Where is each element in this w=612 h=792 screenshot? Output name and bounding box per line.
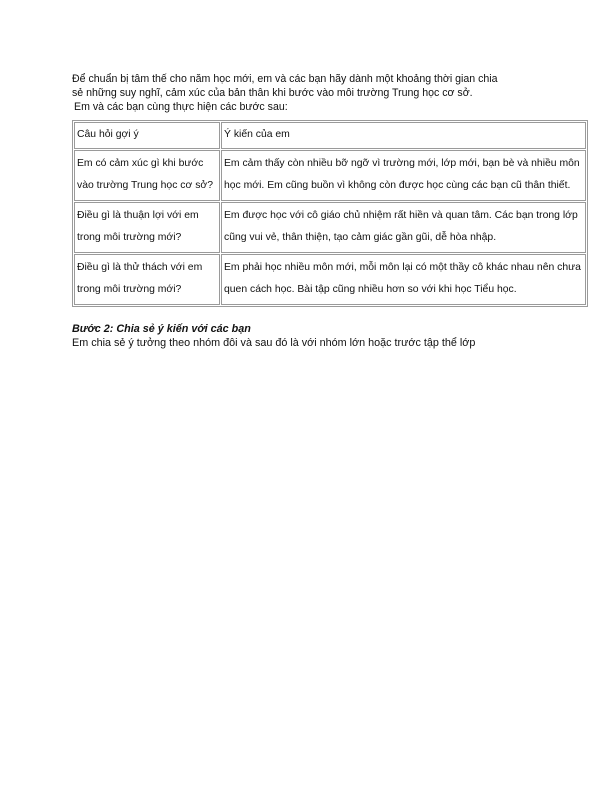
table-row: [74, 254, 586, 305]
question-cell: Điều gì là thuận lợi với em trong môi trường mới?: [74, 202, 220, 253]
answer-cell: Em được học với cô giáo chủ nhiệm rất hiền và quan tâm. Các bạn trong lớp cũng vui vẻ, thân thiện, tạo cảm giác gần gũi, dễ hòa nhập.: [221, 202, 586, 253]
answer-cell: Em phải học nhiều môn mới, mỗi môn lại có một thầy cô khác nhau nên chưa quen cách học. Bài tập cũng nhiều hơn so với khi học Tiểu học.: [221, 254, 586, 305]
table-header-answer: Ý kiến của em: [221, 122, 586, 149]
intro-paragraph: [72, 72, 542, 114]
table-row: [74, 202, 586, 253]
step-2-title: Bước 2: Chia sẻ ý kiến với các bạn: [72, 323, 251, 335]
intro-line-3: Em và các bạn cùng thực hiện các bước sau:: [74, 101, 288, 113]
table-header-row: [74, 122, 586, 149]
question-cell: Điều gì là thử thách với em trong môi trường mới?: [74, 254, 220, 305]
intro-line-2: sẻ những suy nghĩ, cảm xúc của bản thân khi bước vào môi trường Trung học cơ sở.: [72, 87, 473, 99]
step-2-description: Em chia sẻ ý tưởng theo nhóm đôi và sau đó là với nhóm lớn hoặc trước tập thể lớp: [72, 337, 476, 349]
question-cell: Em có cảm xúc gì khi bước vào trường Trung học cơ sở?: [74, 150, 220, 201]
question-answer-table: [72, 120, 588, 307]
step-2-section: [72, 322, 572, 350]
table-header-question: Câu hỏi gợi ý: [74, 122, 220, 149]
table-row: [74, 150, 586, 201]
intro-line-1: Để chuẩn bị tâm thế cho năm học mới, em và các bạn hãy dành một khoảng thời gian chia: [72, 73, 498, 85]
answer-cell: Em cảm thấy còn nhiều bỡ ngỡ vì trường mới, lớp mới, bạn bè và nhiều môn học mới. Em cũng buồn vì không còn được học cùng các bạn cũ thân thiết.: [221, 150, 586, 201]
